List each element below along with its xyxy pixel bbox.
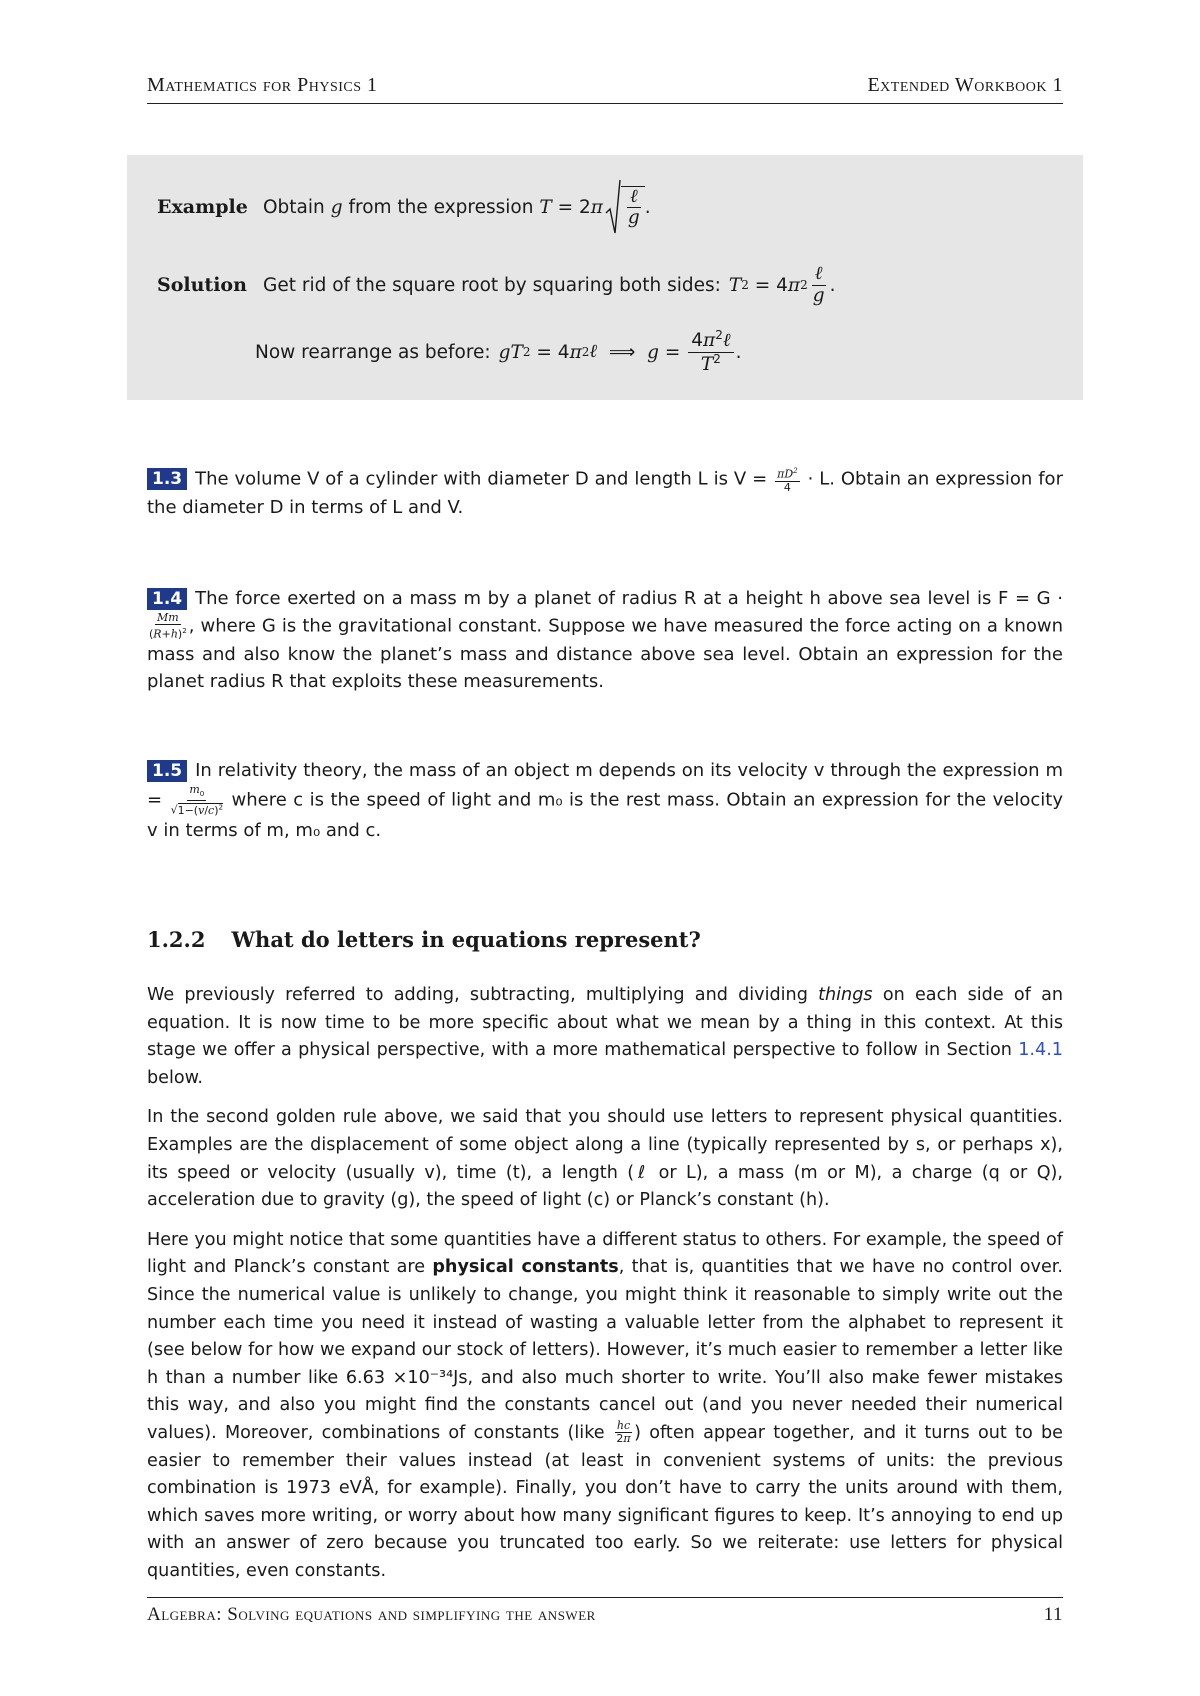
mass-fraction: $\frac{m_0}{√1-(v/c)^2}$ [170, 783, 224, 817]
p1-emphasis: things [818, 985, 873, 1005]
hc-fraction: $\frac{hc}{2\pi}$ [616, 1419, 631, 1446]
p3-text-c: ) often appear together, and it turns out to be easier to remember their values instead (at least in convenient systems of units: the previous combination is 1973 eVÅ, for example). Finally, you don’t have to carry the units around with them, which saves more writing, or worry about how many significant figures to keep. It’s annoying to end up with an answer of zero because you truncated too early. So we reiterate: use letters for physical quantities, even constants. [147, 1422, 1063, 1581]
section-title: What do letters in equations represent? [231, 927, 701, 952]
problem-text-b: where c is the speed of light and m₀ is the rest mass. Obtain an expression for the velocity v in terms of m, m₀ and c. [147, 789, 1063, 841]
problem-text-a: In relativity theory, the mass of an object m depends on its velocity v through the expression m = [147, 760, 1063, 811]
example-text: Obtain [263, 196, 325, 218]
page-number: 11 [1043, 1604, 1063, 1625]
example-row [157, 175, 651, 239]
problem-number: 1.4 [147, 588, 187, 610]
rearrange-formula: gT 2 = 4 π 2 ℓ ⟹ g = $\frac{4\pi^2\ell}{T^2}$ . [498, 328, 742, 375]
p1-text-a: We previously referred to adding, subtracting, multiplying and dividing [147, 985, 808, 1005]
solution-formula: T 2 = 4 π 2 $\frac{\text{ℓ}}{g}$ . [728, 263, 836, 306]
header-left: Mathematics for Physics 1 [147, 74, 378, 96]
solution-row [157, 255, 835, 315]
p1-text-b: on each side of an equation. It is now time to be more specific about what we mean by a thing in this context. At this stage we offer a physical perspective, with a more mathematical perspective to follow in Section [147, 985, 1064, 1061]
problem-1-3 [147, 465, 1063, 521]
volume-fraction: $\frac{\pi D^2}{4}$ [777, 466, 798, 494]
sqrt-sign-icon [605, 179, 621, 235]
example-box [127, 155, 1083, 400]
rearrange-row [255, 320, 741, 384]
solution-text: Get rid of the square root by squaring both sides: [263, 274, 721, 296]
section-heading [147, 927, 701, 952]
p3-text-a: Here you might notice that some quantities have a different status to others. For example, the speed of light and Planck’s constant are [147, 1229, 1063, 1278]
paragraph-1 [147, 982, 1063, 1092]
section-number: 1.2.2 [147, 927, 206, 952]
rearrange-text: Now rearrange as before: [255, 341, 491, 363]
problem-number: 1.5 [147, 760, 187, 782]
header-right: Extended Workbook 1 [867, 74, 1063, 96]
problem-text-a: The force exerted on a mass m by a planet of radius R at a height h above sea level is F = G · [195, 588, 1063, 609]
paragraph-3 [147, 1227, 1063, 1586]
running-footer [147, 1597, 1063, 1626]
section-link[interactable]: 1.4.1 [1018, 1040, 1063, 1061]
example-label: Example [157, 196, 248, 218]
problem-text-b: · L. Obtain an expression for the diameter D in terms of L and V. [147, 468, 1063, 518]
problem-text-b: , where G is the gravitational constant. Suppose we have measured the force acting on a known mass and also know the planet’s mass and distance above sea level. Obtain an expression for the planet radius R that exploits these measurements. [147, 615, 1063, 692]
running-header [147, 74, 1063, 104]
problem-number: 1.3 [147, 468, 187, 490]
p1-text-c: below. [147, 1067, 204, 1088]
p3-bold-term: physical constants [432, 1257, 619, 1278]
example-formula: g from the expression T = 2 π $\frac{\text{ℓ}}{g}$ . [331, 179, 651, 235]
problem-text-a: The volume V of a cylinder with diameter D and length L is V = [195, 468, 768, 490]
problem-1-4 [147, 585, 1063, 695]
problem-1-5 [147, 757, 1063, 844]
footer-left: Algebra: Solving equations and simplifying the answer [147, 1604, 596, 1625]
paragraph-2: In the second golden rule above, we said that you should use letters to represent physical quantities. Examples are the displacement of some object along a line (typically represented by s, or perhaps x), its speed or velocity (usually v), time (t), a length (ℓ or L), a mass (m or M), a charge (q or Q), acceleration due to gravity (g), the speed of light (c) or Planck’s constant (h). [147, 1107, 1063, 1211]
solution-label: Solution [157, 274, 247, 296]
body-text [147, 982, 1063, 1597]
force-fraction: $\frac{Mm}{(R+h)^2}$ [149, 611, 187, 641]
p3-text-b: , that is, quantities that we have no control over. Since the numerical value is unlikely to change, you might think it reasonable to simply write out the number each time you need it instead of wasting a valuable letter from the alphabet to represent it (see below for how we expand our stock of letters). However, it’s much easier to remember a letter like h than a number like 6.63 ×10⁻³⁴Js, and also much shorter to write. You’ll also make fewer mistakes this way, and also you might find the constants cancel out (and you never needed their numerical values). Moreover, combinations of constants (like [147, 1257, 1063, 1443]
